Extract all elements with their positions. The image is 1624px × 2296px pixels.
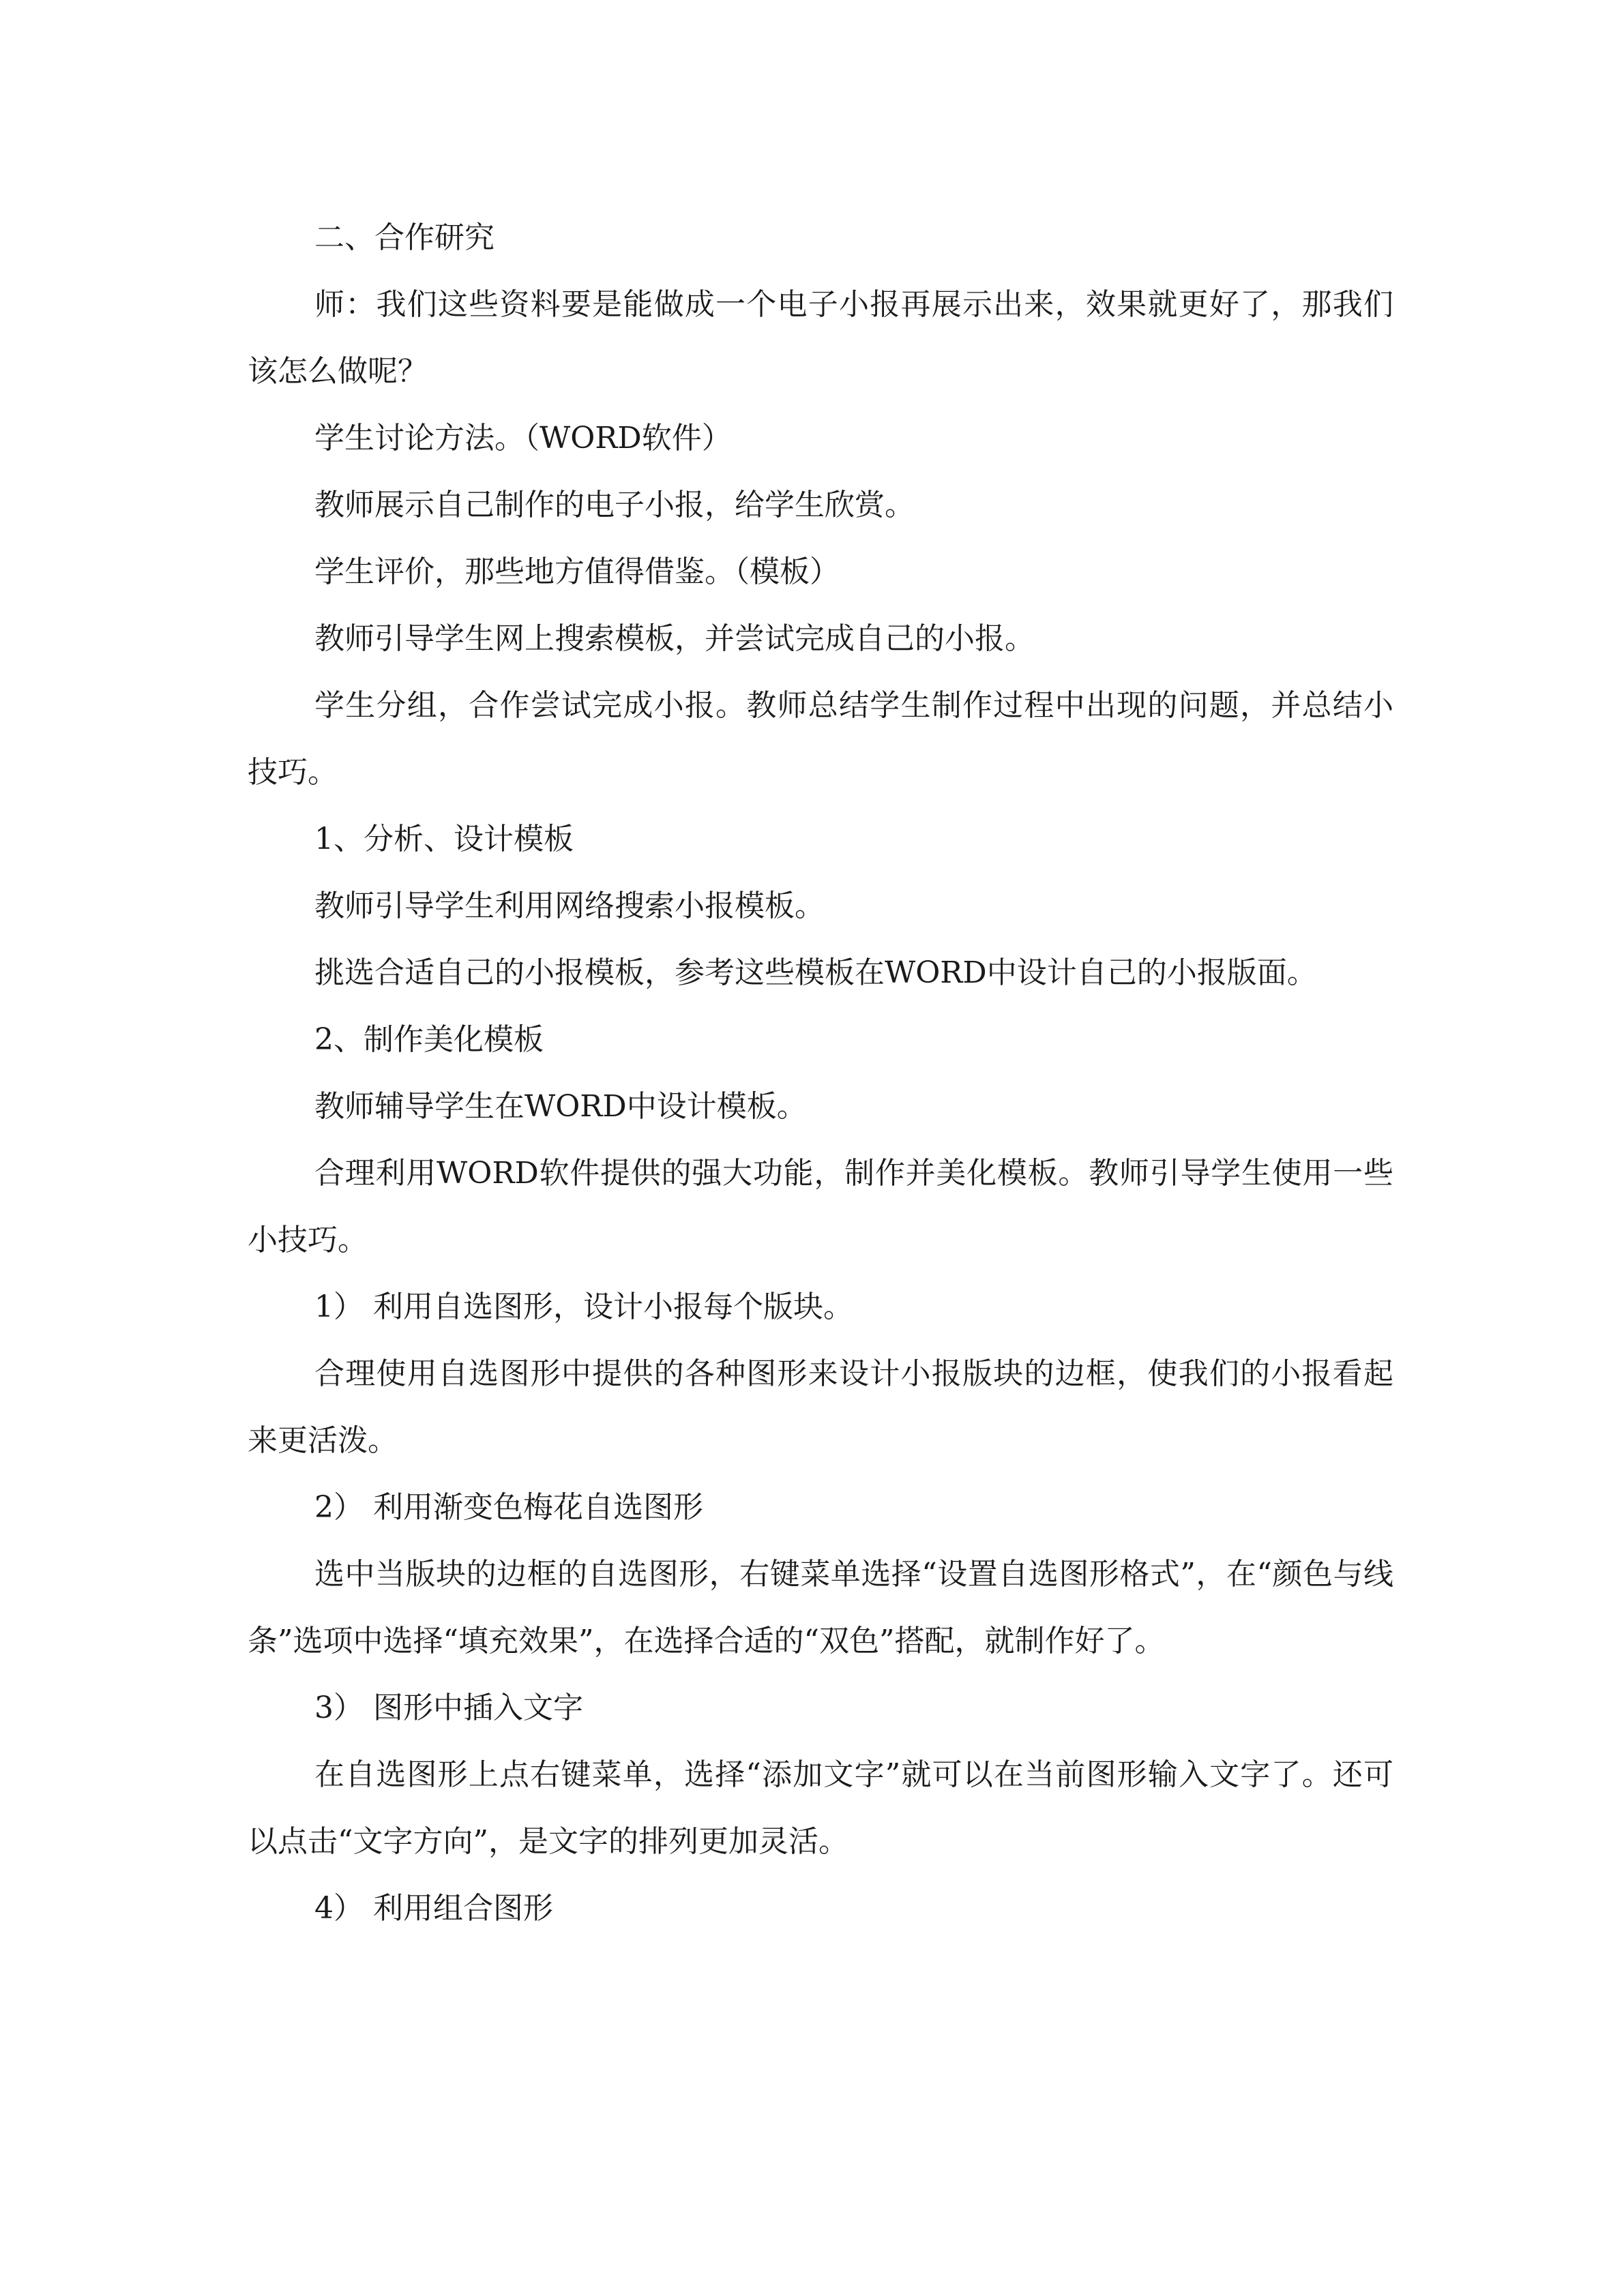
- paragraph: 教师引导学生网上搜索模板，并尝试完成自己的小报。: [314, 621, 1035, 656]
- list-item-heading: 4） 利用组合图形: [314, 1891, 553, 1926]
- subsection-heading: 1、分析、设计模板: [314, 822, 574, 856]
- paragraph: 合理使用自选图形中提供的各种图形来设计小报版块的边框，使我们的小报看起来更活泼。: [248, 1356, 1393, 1458]
- paragraph: 学生讨论方法。（WORD软件）: [314, 421, 732, 456]
- paragraph: 教师辅导学生在WORD中设计模板。: [314, 1089, 807, 1124]
- paragraph: 教师引导学生利用网络搜索小报模板。: [314, 889, 825, 923]
- paragraph: 挑选合适自己的小报模板，参考这些模板在WORD中设计自己的小报版面。: [314, 955, 1317, 990]
- paragraph: 选中当版块的边框的自选图形，右键菜单选择“设置自选图形格式”，在“颜色与线条”选项中选择“填充效果”，在选择合适的“双色”搭配，就制作好了。: [248, 1557, 1393, 1658]
- list-item-heading: 1） 利用自选图形，设计小报每个版块。: [314, 1289, 853, 1324]
- subsection-heading: 2、制作美化模板: [314, 1022, 544, 1057]
- list-item-heading: 2） 利用渐变色梅花自选图形: [314, 1490, 703, 1525]
- paragraph: 合理利用WORD软件提供的强大功能，制作并美化模板。教师引导学生使用一些小技巧。: [248, 1156, 1393, 1257]
- paragraph: 师：我们这些资料要是能做成一个电子小报再展示出来，效果就更好了，那我们该怎么做呢？: [248, 287, 1393, 389]
- list-item-heading: 3） 图形中插入文字: [314, 1690, 583, 1725]
- paragraph: 在自选图形上点右键菜单，选择“添加文字”就可以在当前图形输入文字了。还可以点击“文字方向”，是文字的排列更加灵活。: [248, 1757, 1393, 1859]
- document-body: [248, 205, 1393, 1942]
- paragraph: 学生分组，合作尝试完成小报。教师总结学生制作过程中出现的问题，并总结小技巧。: [248, 688, 1393, 790]
- paragraph: 学生评价，那些地方值得借鉴。（模板）: [314, 554, 840, 589]
- section-heading: 二、合作研究: [314, 220, 494, 255]
- paragraph: 教师展示自己制作的电子小报，给学生欣赏。: [314, 488, 915, 522]
